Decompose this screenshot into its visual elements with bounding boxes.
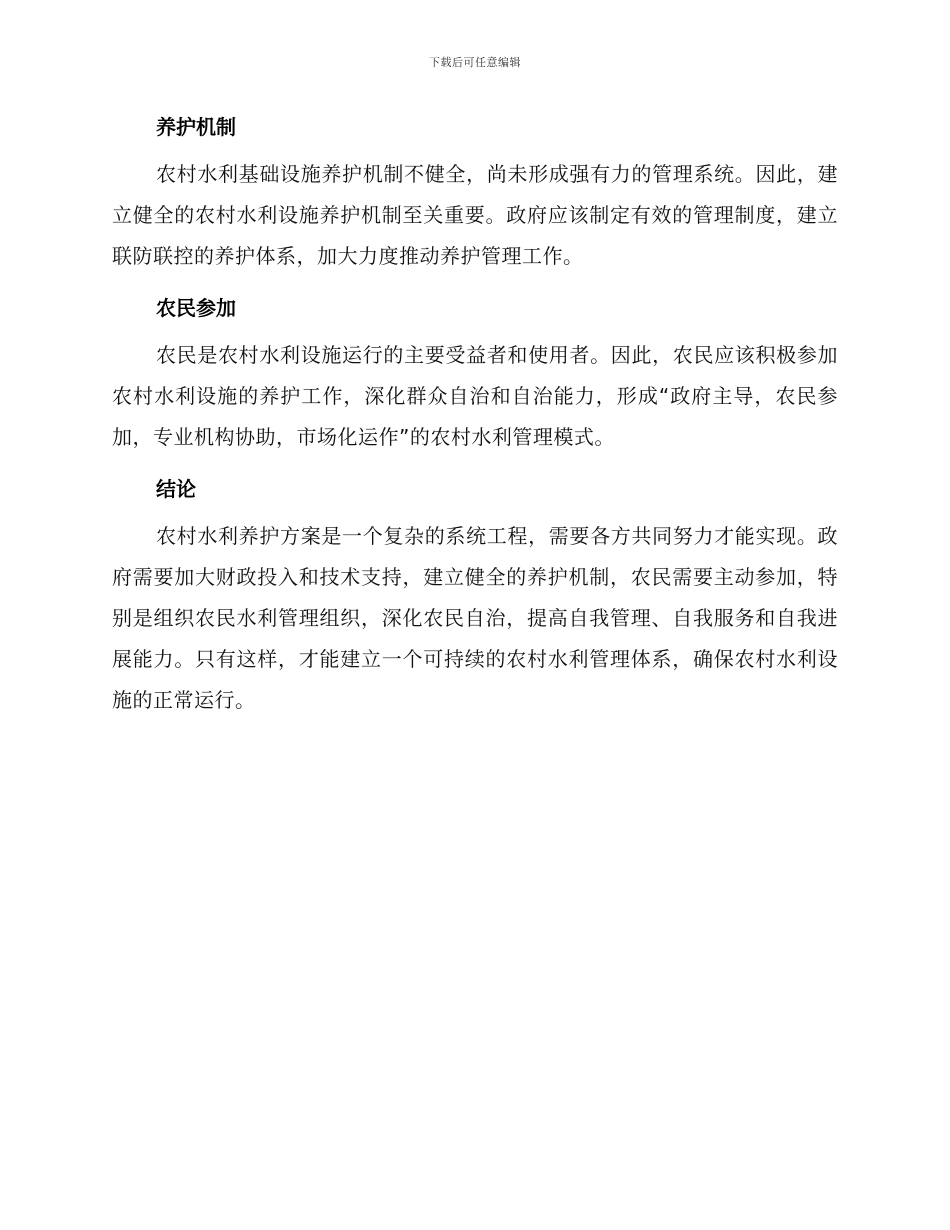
document-body	[112, 108, 838, 733]
section-title: 养护机制	[156, 115, 236, 139]
section-paragraph: 农村水利养护方案是一个复杂的系统工程，需要各方共同努力才能实现。政府需要加大财政投入和技术支持，建立健全的养护机制，农民需要主动参加，特别是组织农民水利管理组织，深化农民自治，提高自我管理、自我服务和自我进展能力。只有这样，才能建立一个可持续的农村水利管理体系，确保农村水利设施的正常运行。	[112, 524, 838, 712]
section-title: 农民参加	[156, 296, 236, 320]
section-farmer-participation	[112, 289, 838, 458]
section-paragraph: 农民是农村水利设施运行的主要受益者和使用者。因此，农民应该积极参加农村水利设施的养护工作，深化群众自治和自治能力，形成“政府主导，农民参加，专业机构协助，市场化运作”的农村水利管理模式。	[112, 343, 838, 449]
section-maintenance-mechanism	[112, 108, 838, 277]
page-header: 下载后可任意编辑	[429, 56, 521, 69]
section-paragraph: 农村水利基础设施养护机制不健全，尚未形成强有力的管理系统。因此，建立健全的农村水利设施养护机制至关重要。政府应该制定有效的管理制度，建立联防联控的养护体系，加大力度推动养护管理工作。	[112, 162, 838, 268]
section-conclusion	[112, 470, 838, 721]
section-title: 结论	[156, 477, 196, 501]
